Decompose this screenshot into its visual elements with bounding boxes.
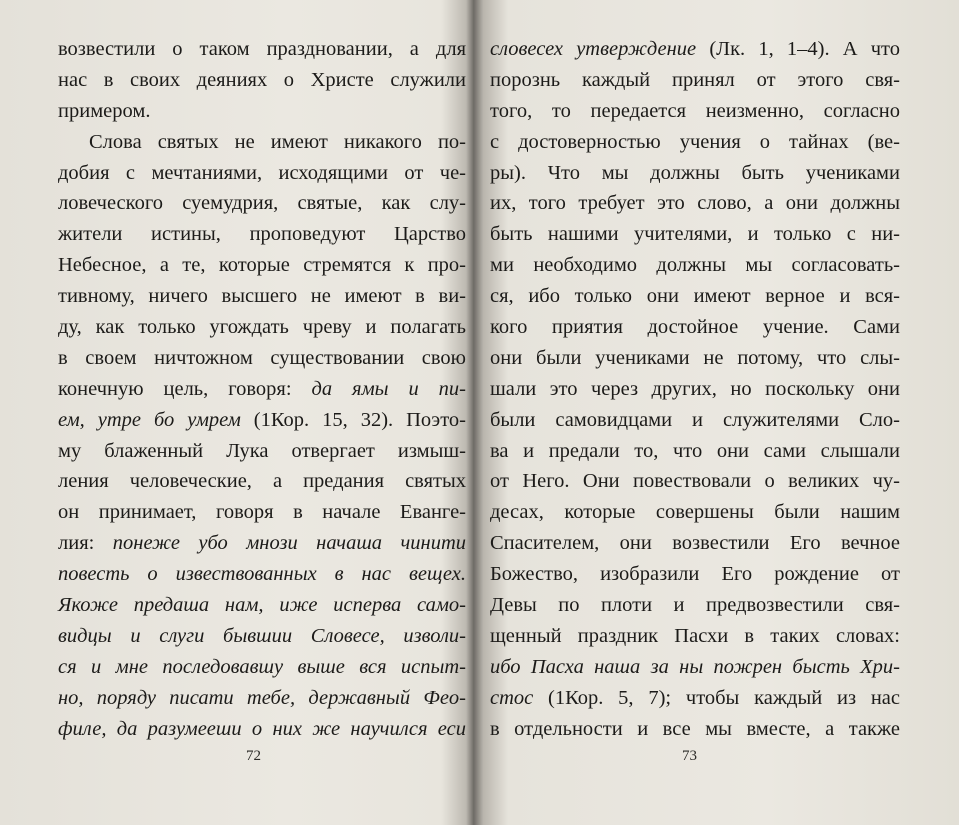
line-text-tail: (1Кор. 5, 7); чтобы каждый из нас [533,686,900,709]
text-line [58,343,466,374]
line-text-tail: (1Кор. 15, 32). Поэто- [240,408,466,431]
text-line [490,436,900,467]
text-line [490,312,900,343]
text-line [58,621,466,652]
text-line [58,436,466,467]
line-text: в отдельности и все мы вместе, а также [490,717,900,740]
text-line [58,250,466,281]
line-text: десах, которые совершены были нашим [490,501,900,524]
line-text: от Него. Они повествовали о великих чу- [490,470,900,493]
line-italic-text: видцы и слуги бывшии Словесе, изволи- [58,624,466,647]
line-text: ся, ибо только они имеют верное и вся- [490,285,900,308]
page-number-right: 73 [682,748,697,764]
line-italic-text: ся и мне последовавшу выше вся испыт- [58,655,466,678]
text-line [490,652,900,683]
text-line [490,528,900,559]
line-italic-text: словесех утверждение [490,38,697,60]
text-line [490,219,900,250]
page-number-left: 72 [246,748,261,764]
text-line [58,34,466,65]
line-text: они были учениками не потому, что слы- [490,346,900,369]
text-line [490,559,900,590]
line-text: ловеческого суемудрия, святые, как слу- [58,192,466,215]
line-italic-text: ибо Пасха наша за ны пожрен бысть Хри- [490,655,900,678]
line-text: ва и предали то, что они сами слышали [490,439,900,462]
text-line [58,158,466,189]
line-italic-text: понеже убо мнози начаша чинити [112,532,467,555]
text-line [490,188,900,219]
line-text: в своем ничтожном существовании свою [58,346,466,369]
line-text: Небесное, а те, которые стремятся к про- [58,254,466,277]
line-italic-text: ем, утре бо умрем [58,408,241,431]
line-text: тивному, ничего высшего не имеют в ви- [58,285,466,308]
text-line [58,188,466,219]
line-text: Спасителем, они возвестили Его вечное [490,532,900,555]
text-line [490,621,900,652]
text-line [58,312,466,343]
line-text: их, того требует это слово, а они должны [490,192,900,215]
text-line [490,374,900,405]
line-text: ми необходимо должны мы согласовать- [490,254,900,277]
line-text: ления человеческие, а предания святых [58,470,466,493]
line-text: ду, как только угождать чреву и полагать [58,316,466,339]
line-text: добия с мечтаниями, исходящими от че- [58,161,466,184]
text-line [58,652,466,683]
text-line [490,343,900,374]
line-text: того, то передается неизменно, согласно [490,99,900,122]
text-line [58,65,466,96]
text-line [490,683,900,714]
text-line [58,127,466,158]
line-text: ры). Что мы должны быть учениками [490,161,900,184]
line-text: лия: [58,532,113,555]
text-line [490,466,900,497]
text-line [490,590,900,621]
line-text: щенный праздник Пасхи в таких словах: [490,624,900,647]
line-text: возвестили о таком праздновании, а для [58,38,466,60]
line-text: жители истины, проповедуют Царство [58,223,466,246]
line-text: Божество, изобразили Его рождение от [490,563,900,586]
left-page [58,34,466,744]
text-line [58,466,466,497]
line-text: были самовидцами и служителями Сло- [490,408,900,431]
text-line [58,96,466,127]
line-text: быть нашими учителями, и только с ни- [490,223,900,246]
text-line [490,714,900,745]
line-text: му блаженный Лука отвергает измыш- [58,439,466,462]
text-line [58,497,466,528]
line-text: примером. [58,99,151,122]
text-line [58,683,466,714]
line-italic-text: повесть о извествованных в нас вещех. [58,563,466,586]
line-text: Девы по плоти и предвозвестили свя- [490,594,900,617]
line-text: с достоверностью учения о тайнах (ве- [490,130,900,153]
text-line [490,405,900,436]
text-line [58,714,466,745]
line-italic-text: да ямы и пи- [311,377,466,400]
text-line [490,497,900,528]
text-line [490,96,900,127]
line-text: он принимает, говоря в начале Еванге- [58,501,466,524]
line-italic-text: филе, да разумееши о них же научился еси [58,717,466,740]
text-line [58,559,466,590]
text-line [490,127,900,158]
line-italic-text: Якоже предаша нам, иже исперва само- [58,594,466,617]
text-line [490,250,900,281]
line-text: порознь каждый принял от этого свя- [490,68,900,91]
line-text: Слова святых не имеют никакого по- [89,130,466,153]
text-line [58,590,466,621]
text-line [490,34,900,65]
line-text: нас в своих деяниях о Христе служили [58,68,466,91]
text-line [490,65,900,96]
line-italic-text: но, поряду писати тебе, державный Феo- [58,686,466,709]
line-text-tail: (Лк. 1, 1–4). А что [696,38,900,60]
text-line [58,281,466,312]
line-italic-text: стос [490,686,534,709]
right-page [490,34,900,744]
line-text: кого приятия достойное учение. Сами [490,316,900,339]
text-line [490,281,900,312]
line-text: конечную цель, говоря: [58,377,312,400]
line-text: шали это через других, но поскольку они [490,377,900,400]
text-line [58,528,466,559]
text-line [58,374,466,405]
text-line [490,158,900,189]
text-line [58,405,466,436]
text-line [58,219,466,250]
